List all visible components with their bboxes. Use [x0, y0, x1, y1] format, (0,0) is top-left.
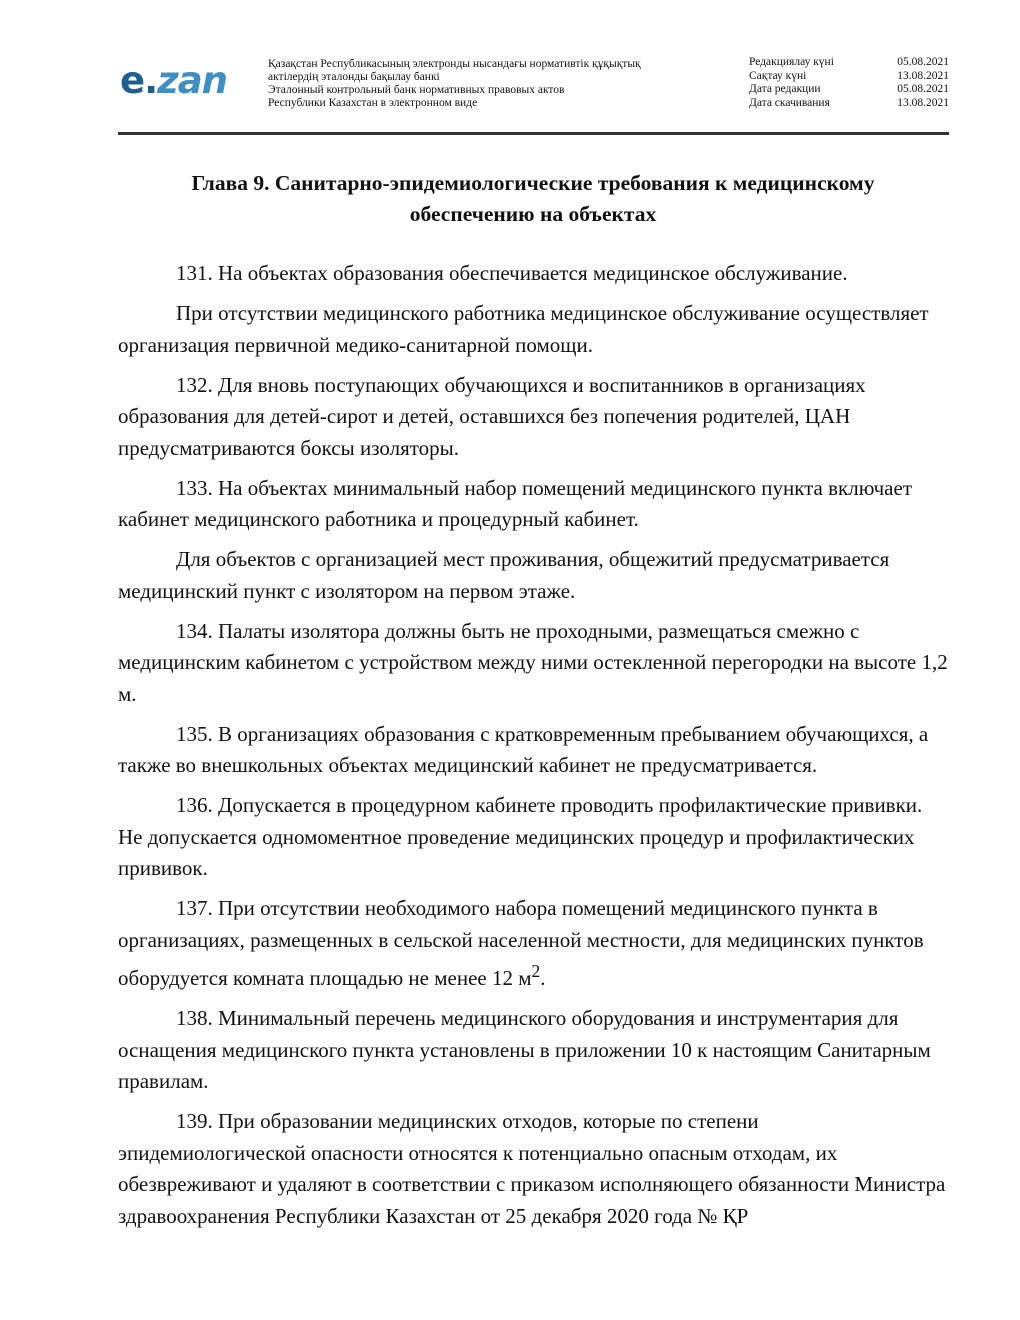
paragraph: 135. В организациях образования с кратковременным пребыванием обучающихся, а также во внешкольных объектах медицинский кабинет не предусматривается. [118, 721, 929, 777]
paragraph: 136. Допускается в процедурном кабинете проводить профилактические прививки. Не допускается одномоментное проведение медицинских процедур и профилактических прививок. [118, 793, 923, 880]
meta-row: Редакциялау күні 05.08.2021 [749, 56, 949, 68]
header-dates [749, 56, 949, 110]
superscript: 2 [531, 961, 541, 981]
paragraph: 133. На объектах минимальный набор помещений медицинского пункта включает кабинет медицинского работника и процедурный кабинет. [118, 475, 912, 531]
document-header [118, 56, 948, 130]
header-source-text [268, 58, 718, 110]
paragraph: 132. Для вновь поступающих обучающихся и воспитанников в организациях образования для детей-сирот и детей, оставшихся без попечения родителей, ЦАН предусматриваются боксы изоляторы. [118, 372, 866, 460]
paragraph: 138. Минимальный перечень медицинского оборудования и инструментария для оснащения медицинского пункта установлены в приложении 10 к настоящим Санитарным правилам. [118, 1006, 931, 1093]
ezan-logo: e.zan [120, 59, 227, 102]
meta-row: Дата скачивания 13.08.2021 [749, 96, 949, 109]
paragraph: 137. При отсутствии необходимого набора помещений медицинского пункта в организациях, размещенных в сельской населенной местности, для медицинских пунктов оборудуется комната площадью не менее 12 $м^2$. [118, 896, 924, 990]
header-line: Қазақстан Республикасының электронды нысандағы нормативтік құқықтық [268, 58, 641, 70]
header-line: Эталонный контрольный банк нормативных правовых актов [268, 84, 565, 96]
document-body [118, 258, 948, 1241]
chapter-title: Глава 9. Санитарно-эпидемиологические требования к медицинскому обеспечению на объектах [191, 171, 875, 226]
paragraph: При отсутствии медицинского работника медицинское обслуживание осуществляет организация первичной медико-санитарной помощи. [118, 301, 929, 357]
header-line: Республики Казахстан в электронном виде [268, 97, 478, 109]
meta-row: Дата редакции 05.08.2021 [749, 83, 949, 95]
meta-row: Сақтау күні 13.08.2021 [749, 69, 949, 82]
header-line: актілердің эталонды бақылау банкі [268, 71, 440, 83]
paragraph: 134. Палаты изолятора должны быть не проходными, размещаться смежно с медицинским кабинетом с устройством между ними остекленной перегородки на высоте 1,2 м. [118, 618, 948, 706]
header-divider [118, 132, 949, 135]
paragraph: Для объектов с организацией мест проживания, общежитий предусматривается медицинский пункт с изолятором на первом этаже. [118, 547, 890, 603]
paragraph: 139. При образовании медицинских отходов, которые по степени эпидемиологической опасности относятся к потенциально опасным отходам, их обезвреживают и удаляют в соответствии с приказом исполняющего обязанности Министра здравоохранения Республики Казахстан от 25 декабря 2020 года № ҚР [118, 1109, 946, 1228]
paragraph: 131. На объектах образования обеспечивается медицинское обслуживание. [176, 261, 848, 285]
